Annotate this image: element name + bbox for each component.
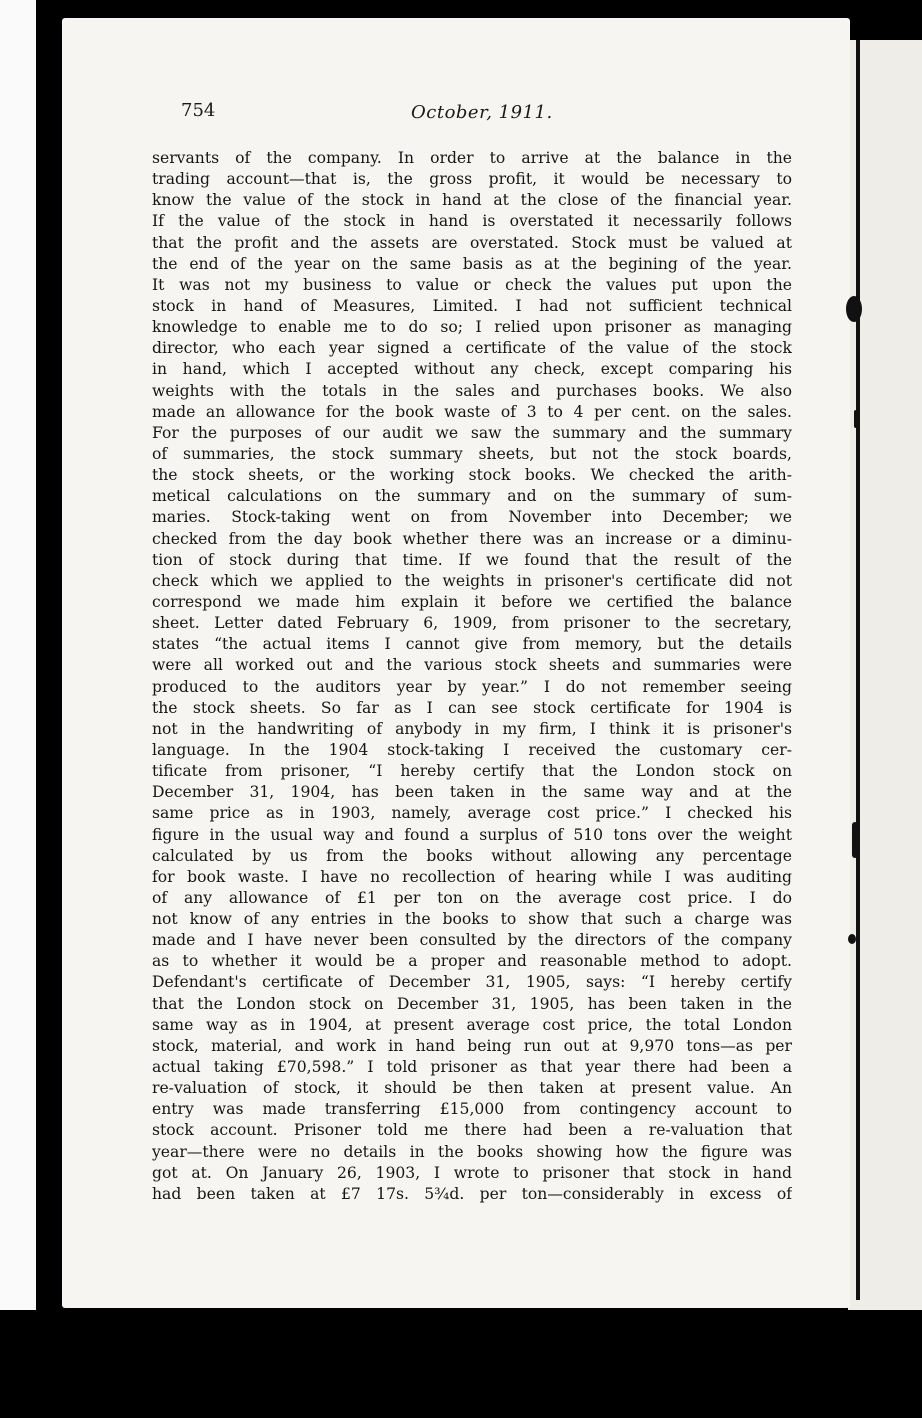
text-line: that the profit and the assets are overstated. Stock must be valued at bbox=[152, 233, 792, 252]
text-line: December 31, 1904, has been taken in the same way and at the bbox=[152, 783, 792, 802]
text-line: know the value of the stock in hand at the close of the financial year. bbox=[152, 191, 792, 210]
text-line: the end of the year on the same basis as at the begining of the year. bbox=[152, 254, 792, 273]
text-line: It was not my business to value or check the values put upon the bbox=[152, 275, 792, 294]
text-line: tion of stock during that time. If we found that the result of the bbox=[152, 550, 792, 569]
page-number: 754 bbox=[181, 100, 216, 121]
binding-mark bbox=[846, 296, 862, 322]
text-line: checked from the day book whether there was an increase or a diminu- bbox=[152, 529, 792, 548]
text-line: had been taken at £7 17s. 5¾d. per ton—considerably in excess of bbox=[152, 1184, 792, 1203]
text-line: stock account. Prisoner told me there had been a re-valuation that bbox=[152, 1121, 792, 1140]
text-line: as to whether it would be a proper and reasonable method to adopt. bbox=[152, 952, 792, 971]
text-line: that the London stock on December 31, 1905, has been taken in the bbox=[152, 994, 792, 1013]
text-line: For the purposes of our audit we saw the summary and the summary bbox=[152, 423, 792, 442]
text-line: produced to the auditors year by year.” I do not remember seeing bbox=[152, 677, 792, 696]
binding-mark bbox=[852, 822, 858, 858]
text-line: tificate from prisoner, “I hereby certify that the London stock on bbox=[152, 762, 792, 781]
text-line: not in the handwriting of anybody in my firm, I think it is prisoner's bbox=[152, 719, 792, 738]
text-line: knowledge to enable me to do so; I relied upon prisoner as managing bbox=[152, 318, 792, 337]
text-line: got at. On January 26, 1903, I wrote to prisoner that stock in hand bbox=[152, 1163, 792, 1182]
page-header bbox=[181, 100, 781, 130]
text-line: calculated by us from the books without allowing any percentage bbox=[152, 846, 792, 865]
text-line: sheet. Letter dated February 6, 1909, from prisoner to the secretary, bbox=[152, 614, 792, 633]
text-line: re-valuation of stock, it should be then taken at present value. An bbox=[152, 1079, 792, 1098]
text-line: year—there were no details in the books showing how the figure was bbox=[152, 1142, 792, 1161]
text-line: were all worked out and the various stock sheets and summaries were bbox=[152, 656, 792, 675]
text-line: stock in hand of Measures, Limited. I had not sufficient technical bbox=[152, 296, 792, 315]
text-line: in hand, which I accepted without any check, except comparing his bbox=[152, 360, 792, 379]
text-line: If the value of the stock in hand is overstated it necessarily follows bbox=[152, 212, 792, 231]
text-line: servants of the company. In order to arrive at the balance in the bbox=[152, 149, 792, 167]
text-line: actual taking £70,598.” I told prisoner as that year there had been a bbox=[152, 1058, 792, 1077]
text-line: for book waste. I have no recollection of hearing while I was auditing bbox=[152, 867, 792, 886]
text-line: of any allowance of £1 per ton on the average cost price. I do bbox=[152, 888, 792, 907]
text-line: Defendant's certificate of December 31, 1905, says: “I hereby certify bbox=[152, 973, 792, 992]
left-margin bbox=[0, 0, 62, 1418]
text-line: entry was made transferring £15,000 from contingency account to bbox=[152, 1100, 792, 1119]
text-line: the stock sheets, or the working stock books. We checked the arith- bbox=[152, 466, 792, 485]
text-line: same way as in 1904, at present average cost price, the total London bbox=[152, 1015, 792, 1034]
text-line: metical calculations on the summary and on the summary of sum- bbox=[152, 487, 792, 506]
text-line: not know of any entries in the books to show that such a charge was bbox=[152, 910, 792, 929]
text-line: check which we applied to the weights in prisoner's certificate did not bbox=[152, 571, 792, 590]
text-line: stock, material, and work in hand being run out at 9,970 tons—as per bbox=[152, 1036, 792, 1055]
text-line: made and I have never been consulted by the directors of the company bbox=[152, 931, 792, 950]
text-line: maries. Stock-taking went on from November into December; we bbox=[152, 508, 792, 527]
scan-bottom-edge bbox=[0, 1310, 922, 1418]
text-line: correspond we made him explain it before we certified the balance bbox=[152, 592, 792, 611]
running-title: October, 1911. bbox=[411, 102, 553, 123]
text-line: states “the actual items I cannot give from memory, but the details bbox=[152, 635, 792, 654]
binding-mark bbox=[854, 410, 860, 428]
text-line: trading account—that is, the gross profit, it would be necessary to bbox=[152, 170, 792, 189]
text-line: of summaries, the stock summary sheets, but not the stock boards, bbox=[152, 444, 792, 463]
text-line: the stock sheets. So far as I can see stock certificate for 1904 is bbox=[152, 698, 792, 717]
binding-mark bbox=[848, 934, 856, 944]
text-line: language. In the 1904 stock-taking I received the customary cer- bbox=[152, 740, 792, 759]
text-line: weights with the totals in the sales and purchases books. We also bbox=[152, 381, 792, 400]
page-fold-shadow bbox=[856, 40, 860, 1300]
text-line: figure in the usual way and found a surplus of 510 tons over the weight bbox=[152, 825, 792, 844]
body-text bbox=[152, 148, 792, 1205]
text-line: made an allowance for the book waste of 3 to 4 per cent. on the sales. bbox=[152, 402, 792, 421]
text-line: same price as in 1903, namely, average cost price.” I checked his bbox=[152, 804, 792, 823]
text-line: director, who each year signed a certificate of the value of the stock bbox=[152, 339, 792, 358]
